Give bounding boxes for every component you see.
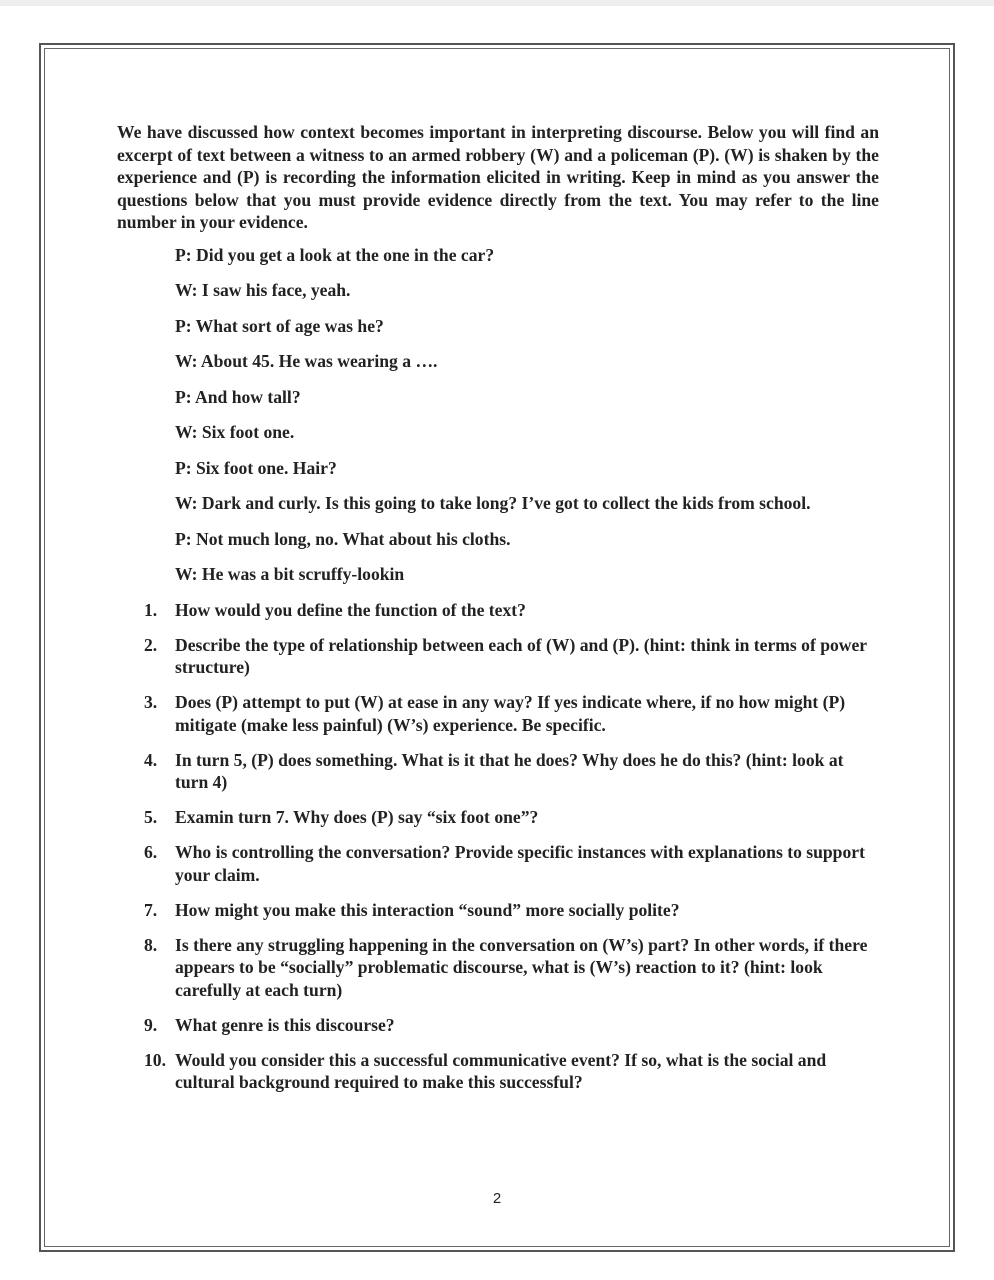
dialogue-turn: W: Six foot one.	[175, 422, 295, 442]
dialogue-turn: P: What sort of age was he?	[175, 315, 384, 336]
question-text: Examin turn 7. Why does (P) say “six foot one”?	[175, 807, 539, 827]
question-text: Does (P) attempt to put (W) at ease in any way? If yes indicate where, if no how might (P) mitigate (make less painful) (W’s) experience. Be specific.	[175, 692, 846, 735]
page-number: 2	[492, 1190, 502, 1207]
question-number: 4.	[144, 749, 158, 770]
question-number: 6.	[144, 842, 158, 862]
dialogue-turn: W: I saw his face, yeah.	[175, 280, 351, 300]
question-text: How might you make this interaction “sound” more socially polite?	[175, 899, 680, 920]
dialogue-turn: W: About 45. He was wearing a ….	[175, 351, 438, 371]
question-item	[117, 749, 879, 794]
dialogue-turn: P: Did you get a look at the one in the car?	[175, 244, 495, 265]
question-number: 9.	[144, 1014, 158, 1035]
question-item	[117, 1014, 879, 1037]
question-text: How would you define the function of the text?	[175, 599, 526, 620]
question-text: Who is controlling the conversation? Provide specific instances with explanations to support your claim.	[175, 842, 865, 885]
dialogue-turn: P: Not much long, no. What about his cloths.	[175, 528, 511, 549]
dialogue-excerpt	[117, 244, 879, 599]
question-item	[117, 691, 879, 736]
question-number: 3.	[144, 692, 158, 712]
question-item	[117, 841, 879, 886]
question-text: Would you consider this a successful communicative event? If so, what is the social and cultural background required to make this successful?	[175, 1049, 827, 1092]
question-item	[117, 1049, 879, 1094]
question-list	[117, 599, 879, 1094]
question-item	[117, 634, 879, 679]
question-number: 8.	[144, 934, 158, 955]
question-text: What genre is this discourse?	[175, 1014, 395, 1035]
question-text: Describe the type of relationship between each of (W) and (P). (hint: think in terms of power structure)	[175, 634, 867, 677]
dialogue-turn: W: He was a bit scruffy-lookin	[175, 564, 405, 584]
question-text: Is there any struggling happening in the conversation on (W’s) part? In other words, if there appears to be “socially” problematic discourse, what is (W’s) reaction to it? (hint: look carefully at each turn)	[175, 934, 868, 1000]
question-number: 10.	[144, 1049, 166, 1070]
question-number: 2.	[144, 634, 158, 655]
top-edge-strip	[0, 0, 994, 6]
worksheet-content	[117, 121, 879, 1106]
dialogue-turn: P: Six foot one. Hair?	[175, 457, 337, 478]
intro-paragraph: We have discussed how context becomes important in interpreting discourse. Below you will find an excerpt of text between a witness to an armed robbery (W) and a policeman (P). (W) is shaken by the experience and (P) is recording the information elicited in writing. Keep in mind as you answer the questions below that you must provide evidence directly from the text. You may refer to the line number in your evidence.	[117, 122, 879, 232]
dialogue-turn: P: And how tall?	[175, 386, 301, 407]
question-number: 5.	[144, 807, 158, 827]
question-number: 7.	[144, 899, 158, 920]
question-number: 1.	[144, 599, 158, 620]
question-item	[117, 806, 879, 829]
dialogue-turn: W: Dark and curly. Is this going to take long? I’ve got to collect the kids from school.	[175, 493, 811, 513]
question-item	[117, 599, 879, 622]
question-text: In turn 5, (P) does something. What is it that he does? Why does he do this? (hint: look at turn 4)	[175, 749, 844, 792]
question-item	[117, 934, 879, 1002]
question-item	[117, 899, 879, 922]
